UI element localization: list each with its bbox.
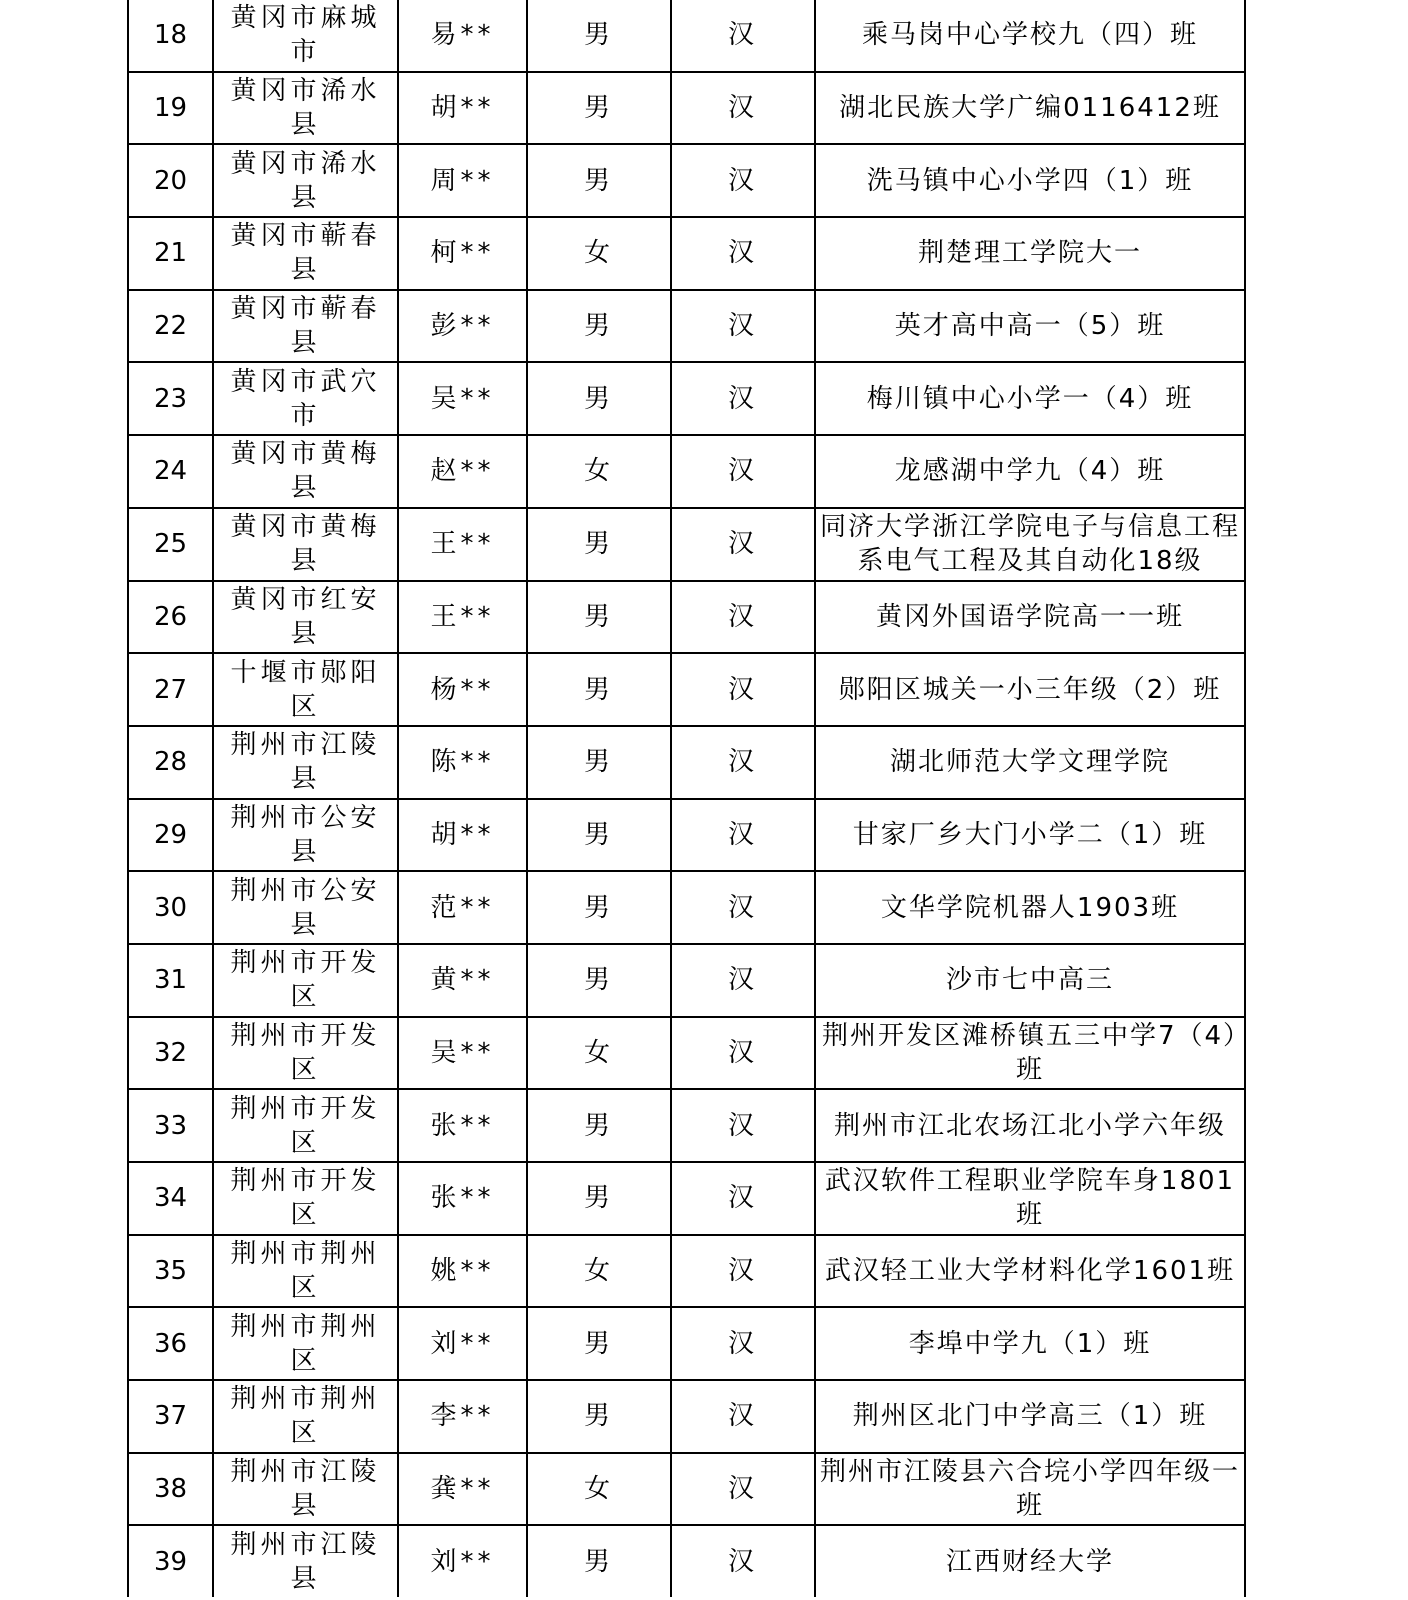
ethnicity-cell: 汉 xyxy=(671,1235,815,1308)
gender-cell: 男 xyxy=(527,362,671,435)
table-row xyxy=(128,581,1245,654)
name-cell: 赵** xyxy=(398,435,527,508)
roster-table-body xyxy=(128,0,1245,1597)
school-cell: 湖北师范大学文理学院 xyxy=(815,726,1245,799)
ethnicity-cell: 汉 xyxy=(671,799,815,872)
region-cell: 黄冈市蕲春县 xyxy=(213,217,398,290)
name-cell: 易** xyxy=(398,0,527,72)
ethnicity-cell: 汉 xyxy=(671,871,815,944)
row-number-cell: 19 xyxy=(128,72,213,145)
ethnicity-cell: 汉 xyxy=(671,1525,815,1597)
school-cell: 英才高中高一（5）班 xyxy=(815,290,1245,363)
table-row xyxy=(128,144,1245,217)
name-cell: 龚** xyxy=(398,1453,527,1526)
row-number-cell: 37 xyxy=(128,1380,213,1453)
region-cell: 荆州市开发区 xyxy=(213,1162,398,1235)
table-row xyxy=(128,217,1245,290)
row-number-cell: 24 xyxy=(128,435,213,508)
name-cell: 李** xyxy=(398,1380,527,1453)
table-row xyxy=(128,362,1245,435)
region-cell: 黄冈市麻城市 xyxy=(213,0,398,72)
row-number-cell: 36 xyxy=(128,1307,213,1380)
gender-cell: 男 xyxy=(527,1089,671,1162)
gender-cell: 男 xyxy=(527,1162,671,1235)
ethnicity-cell: 汉 xyxy=(671,944,815,1017)
ethnicity-cell: 汉 xyxy=(671,581,815,654)
gender-cell: 男 xyxy=(527,290,671,363)
name-cell: 周** xyxy=(398,144,527,217)
name-cell: 吴** xyxy=(398,1017,527,1090)
name-cell: 刘** xyxy=(398,1525,527,1597)
name-cell: 刘** xyxy=(398,1307,527,1380)
row-number-cell: 28 xyxy=(128,726,213,799)
region-cell: 黄冈市武穴市 xyxy=(213,362,398,435)
row-number-cell: 25 xyxy=(128,508,213,581)
gender-cell: 男 xyxy=(527,72,671,145)
school-cell: 荆州开发区滩桥镇五三中学7（4）班 xyxy=(815,1017,1245,1090)
row-number-cell: 30 xyxy=(128,871,213,944)
school-cell: 文华学院机器人1903班 xyxy=(815,871,1245,944)
school-cell: 同济大学浙江学院电子与信息工程系电气工程及其自动化18级 xyxy=(815,508,1245,581)
ethnicity-cell: 汉 xyxy=(671,144,815,217)
region-cell: 荆州市公安县 xyxy=(213,799,398,872)
region-cell: 荆州市江陵县 xyxy=(213,1525,398,1597)
school-cell: 甘家厂乡大门小学二（1）班 xyxy=(815,799,1245,872)
gender-cell: 男 xyxy=(527,871,671,944)
school-cell: 武汉软件工程职业学院车身1801班 xyxy=(815,1162,1245,1235)
school-cell: 武汉轻工业大学材料化学1601班 xyxy=(815,1235,1245,1308)
region-cell: 荆州市江陵县 xyxy=(213,726,398,799)
gender-cell: 男 xyxy=(527,726,671,799)
school-cell: 荆州市江陵县六合垸小学四年级一班 xyxy=(815,1453,1245,1526)
region-cell: 荆州市开发区 xyxy=(213,1017,398,1090)
row-number-cell: 34 xyxy=(128,1162,213,1235)
row-number-cell: 38 xyxy=(128,1453,213,1526)
region-cell: 黄冈市浠水县 xyxy=(213,144,398,217)
region-cell: 荆州市开发区 xyxy=(213,944,398,1017)
name-cell: 胡** xyxy=(398,799,527,872)
region-cell: 黄冈市黄梅县 xyxy=(213,508,398,581)
table-row xyxy=(128,435,1245,508)
row-number-cell: 21 xyxy=(128,217,213,290)
school-cell: 梅川镇中心小学一（4）班 xyxy=(815,362,1245,435)
ethnicity-cell: 汉 xyxy=(671,290,815,363)
row-number-cell: 27 xyxy=(128,653,213,726)
gender-cell: 男 xyxy=(527,1525,671,1597)
name-cell: 吴** xyxy=(398,362,527,435)
school-cell: 荆州区北门中学高三（1）班 xyxy=(815,1380,1245,1453)
region-cell: 黄冈市蕲春县 xyxy=(213,290,398,363)
table-row xyxy=(128,726,1245,799)
table-row xyxy=(128,72,1245,145)
table-row xyxy=(128,1235,1245,1308)
ethnicity-cell: 汉 xyxy=(671,1162,815,1235)
row-number-cell: 29 xyxy=(128,799,213,872)
ethnicity-cell: 汉 xyxy=(671,1453,815,1526)
table-row xyxy=(128,799,1245,872)
row-number-cell: 26 xyxy=(128,581,213,654)
school-cell: 李埠中学九（1）班 xyxy=(815,1307,1245,1380)
gender-cell: 男 xyxy=(527,1380,671,1453)
gender-cell: 男 xyxy=(527,144,671,217)
gender-cell: 女 xyxy=(527,1017,671,1090)
gender-cell: 女 xyxy=(527,1235,671,1308)
gender-cell: 男 xyxy=(527,1307,671,1380)
school-cell: 荆州市江北农场江北小学六年级 xyxy=(815,1089,1245,1162)
name-cell: 杨** xyxy=(398,653,527,726)
name-cell: 黄** xyxy=(398,944,527,1017)
gender-cell: 男 xyxy=(527,0,671,72)
table-row xyxy=(128,508,1245,581)
gender-cell: 女 xyxy=(527,435,671,508)
table-row xyxy=(128,1089,1245,1162)
name-cell: 陈** xyxy=(398,726,527,799)
gender-cell: 女 xyxy=(527,217,671,290)
name-cell: 彭** xyxy=(398,290,527,363)
ethnicity-cell: 汉 xyxy=(671,1380,815,1453)
school-cell: 郧阳区城关一小三年级（2）班 xyxy=(815,653,1245,726)
table-row xyxy=(128,0,1245,72)
region-cell: 荆州市江陵县 xyxy=(213,1453,398,1526)
row-number-cell: 22 xyxy=(128,290,213,363)
table-row xyxy=(128,290,1245,363)
gender-cell: 男 xyxy=(527,508,671,581)
school-cell: 荆楚理工学院大一 xyxy=(815,217,1245,290)
ethnicity-cell: 汉 xyxy=(671,362,815,435)
region-cell: 黄冈市浠水县 xyxy=(213,72,398,145)
name-cell: 柯** xyxy=(398,217,527,290)
gender-cell: 女 xyxy=(527,1453,671,1526)
region-cell: 荆州市公安县 xyxy=(213,871,398,944)
school-cell: 湖北民族大学广编0116412班 xyxy=(815,72,1245,145)
row-number-cell: 23 xyxy=(128,362,213,435)
table-row xyxy=(128,653,1245,726)
school-cell: 江西财经大学 xyxy=(815,1525,1245,1597)
ethnicity-cell: 汉 xyxy=(671,1017,815,1090)
table-row xyxy=(128,1307,1245,1380)
name-cell: 张** xyxy=(398,1089,527,1162)
ethnicity-cell: 汉 xyxy=(671,726,815,799)
name-cell: 王** xyxy=(398,508,527,581)
school-cell: 洗马镇中心小学四（1）班 xyxy=(815,144,1245,217)
name-cell: 姚** xyxy=(398,1235,527,1308)
region-cell: 黄冈市黄梅县 xyxy=(213,435,398,508)
ethnicity-cell: 汉 xyxy=(671,217,815,290)
region-cell: 荆州市荆州区 xyxy=(213,1235,398,1308)
table-row xyxy=(128,871,1245,944)
table-row xyxy=(128,1017,1245,1090)
table-row xyxy=(128,1162,1245,1235)
gender-cell: 男 xyxy=(527,581,671,654)
ethnicity-cell: 汉 xyxy=(671,1307,815,1380)
school-cell: 乘马岗中心学校九（四）班 xyxy=(815,0,1245,72)
row-number-cell: 20 xyxy=(128,144,213,217)
ethnicity-cell: 汉 xyxy=(671,1089,815,1162)
ethnicity-cell: 汉 xyxy=(671,653,815,726)
row-number-cell: 31 xyxy=(128,944,213,1017)
name-cell: 张** xyxy=(398,1162,527,1235)
table-row xyxy=(128,1380,1245,1453)
school-cell: 沙市七中高三 xyxy=(815,944,1245,1017)
region-cell: 荆州市荆州区 xyxy=(213,1380,398,1453)
row-number-cell: 35 xyxy=(128,1235,213,1308)
name-cell: 胡** xyxy=(398,72,527,145)
region-cell: 荆州市荆州区 xyxy=(213,1307,398,1380)
gender-cell: 男 xyxy=(527,944,671,1017)
row-number-cell: 18 xyxy=(128,0,213,72)
ethnicity-cell: 汉 xyxy=(671,0,815,72)
ethnicity-cell: 汉 xyxy=(671,508,815,581)
table-row xyxy=(128,1525,1245,1597)
table-row xyxy=(128,944,1245,1017)
name-cell: 王** xyxy=(398,581,527,654)
row-number-cell: 32 xyxy=(128,1017,213,1090)
table-row xyxy=(128,1453,1245,1526)
name-cell: 范** xyxy=(398,871,527,944)
region-cell: 黄冈市红安县 xyxy=(213,581,398,654)
school-cell: 黄冈外国语学院高一一班 xyxy=(815,581,1245,654)
gender-cell: 男 xyxy=(527,653,671,726)
ethnicity-cell: 汉 xyxy=(671,72,815,145)
row-number-cell: 33 xyxy=(128,1089,213,1162)
school-cell: 龙感湖中学九（4）班 xyxy=(815,435,1245,508)
row-number-cell: 39 xyxy=(128,1525,213,1597)
region-cell: 十堰市郧阳区 xyxy=(213,653,398,726)
roster-table xyxy=(127,0,1246,1597)
region-cell: 荆州市开发区 xyxy=(213,1089,398,1162)
gender-cell: 男 xyxy=(527,799,671,872)
ethnicity-cell: 汉 xyxy=(671,435,815,508)
